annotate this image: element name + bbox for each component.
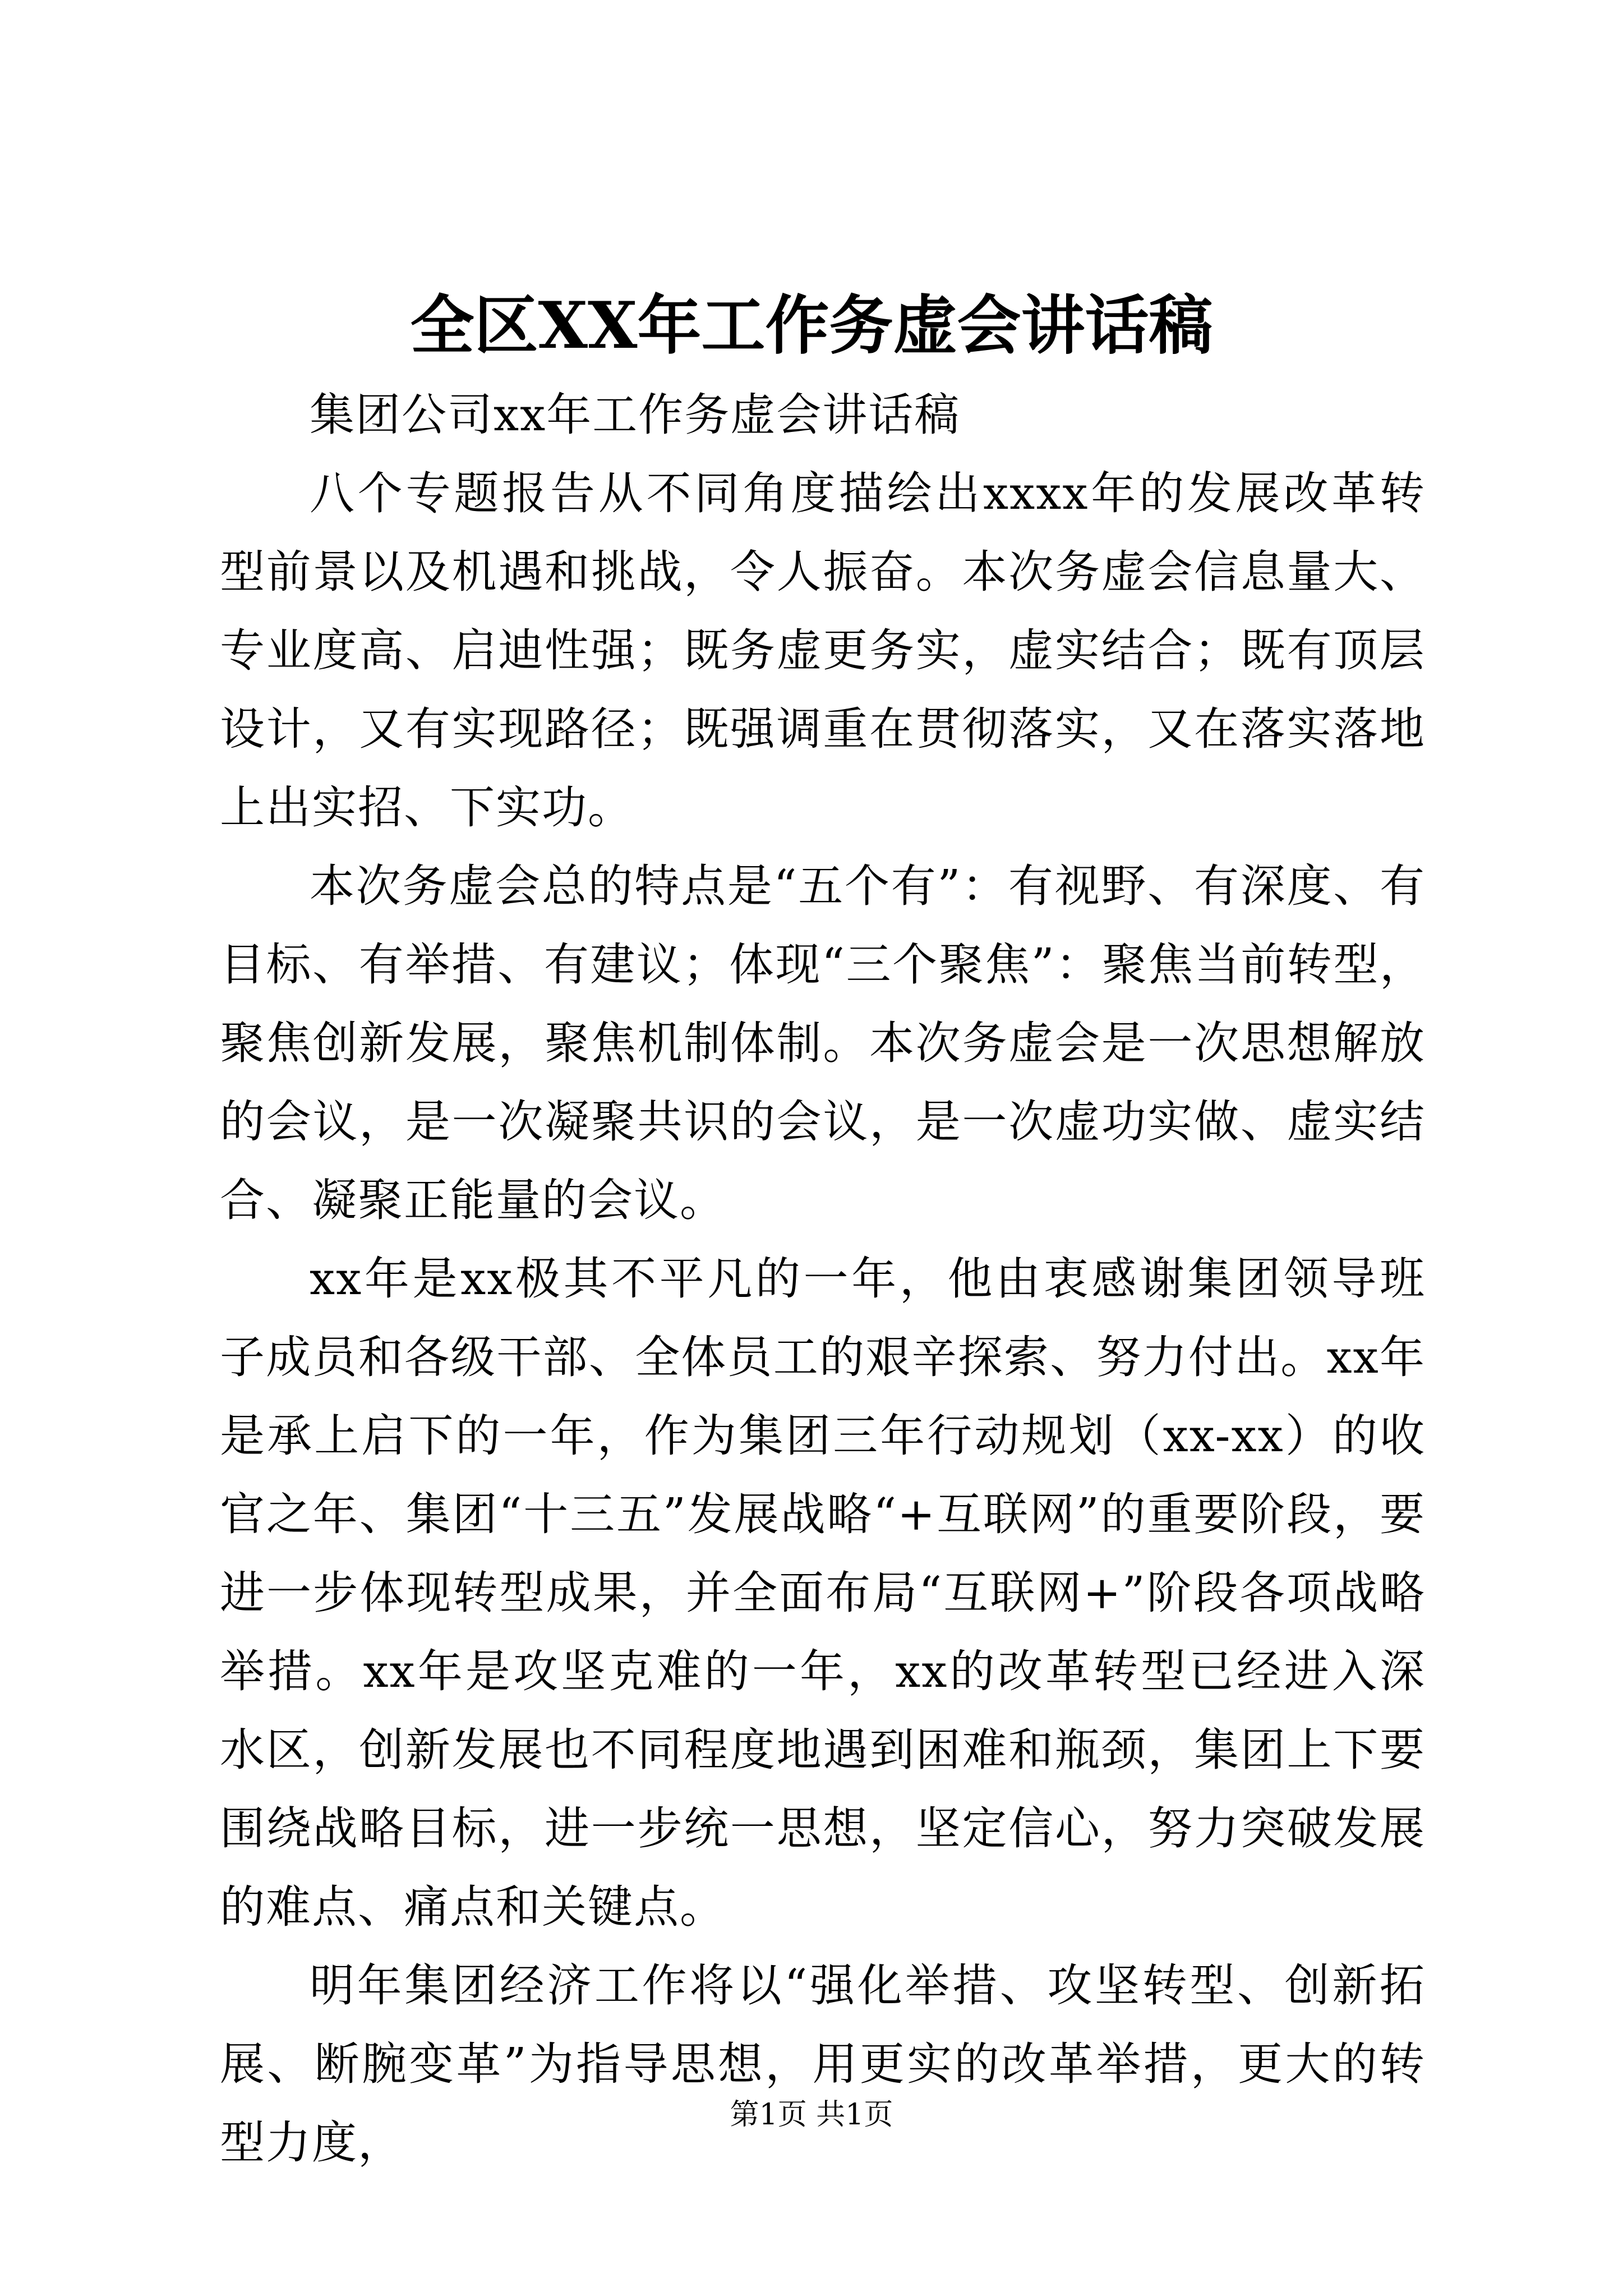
paragraph: 本次务虚会总的特点是“五个有”：有视野、有深度、有目标、有举措、有建议；体现“三个聚焦”：聚焦当前转型，聚焦创新发展，聚焦机制体制。本次务虚会是一次思想解放的会议，是一次凝聚共识的会议，是一次虚功实做、虚实结合、凝聚正能量的会议。	[220, 860, 1426, 1226]
paragraph: 明年集团经济工作将以“强化举措、攻坚转型、创新拓展、断腕变革”为指导思想，用更实的改革举措，更大的转型力度，	[220, 1959, 1426, 2169]
paragraph: xx年是xx极其不平凡的一年，他由衷感谢集团领导班子成员和各级干部、全体员工的艰辛探索、努力付出。xx年是承上启下的一年，作为集团三年行动规划（xx-xx）的收官之年、集团“十三五”发展战略“+互联网”的重要阶段，要进一步体现转型成果，并全面布局“互联网+”阶段各项战略举措。xx年是攻坚克难的一年，xx的改革转型已经进入深水区，创新发展也不同程度地遇到困难和瓶颈，集团上下要围绕战略目标，进一步统一思想，坚定信心，努力突破发展的难点、痛点和关键点。	[220, 1253, 1426, 1933]
paragraph: 八个专题报告从不同角度描绘出xxxx年的发展改革转型前景以及机遇和挑战，令人振奋。本次务虚会信息量大、专业度高、启迪性强；既务虚更务实，虚实结合；既有顶层设计，又有实现路径；既强调重在贯彻落实，又在落实落地上出实招、下实功。	[220, 467, 1426, 834]
paragraph-subtitle: 集团公司xx年工作务虚会讲话稿	[310, 389, 961, 441]
document-body	[220, 376, 1426, 2182]
document-title: 全区XX年工作务虚会讲话稿	[410, 288, 1213, 363]
page-number-footer: 第1页 共1页	[730, 2098, 893, 2132]
